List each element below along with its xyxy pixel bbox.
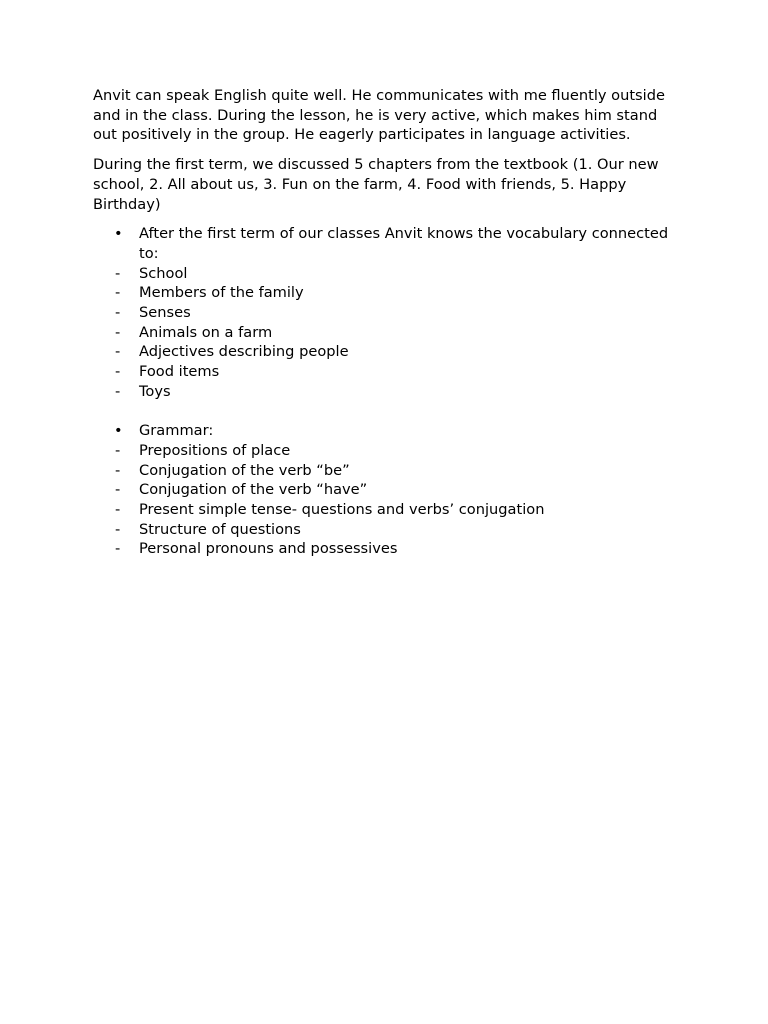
list-item [93,362,678,382]
dash-icon: - [115,501,121,519]
vocabulary-item: Toys [139,382,171,400]
vocabulary-item: School [139,264,188,282]
dash-icon: - [115,304,121,322]
vocabulary-section [93,224,678,401]
list-item [93,461,678,481]
dash-icon: - [115,284,121,302]
vocabulary-heading-row [93,224,678,263]
list-item [93,441,678,461]
dash-icon: - [115,441,121,459]
chapters-paragraph: During the first term, we discussed 5 chapters from the textbook (1. Our new school, 2. All about us, 3. Fun on the farm, 4. Food with friends, 5. Happy Birthday) [93,156,659,213]
list-item [93,323,678,343]
dash-icon: - [115,343,121,361]
grammar-item: Prepositions of place [139,441,291,459]
dash-icon: - [115,323,121,341]
dash-icon: - [115,520,121,538]
list-item [93,500,678,520]
grammar-item: Personal pronouns and possessives [139,540,398,558]
grammar-heading: Grammar: [139,422,214,440]
intro-paragraph: Anvit can speak English quite well. He communicates with me fluently outside and in the class. During the lesson, he is very active, which makes him stand out positively in the group. He eagerly participates in language activities. [93,87,665,144]
dash-icon: - [115,264,121,282]
dash-icon: - [115,540,121,558]
list-item [93,480,678,500]
vocabulary-heading: After the first term of our classes Anvit knows the vocabulary connected to: [139,225,669,262]
list-item [93,382,678,402]
vocabulary-item: Senses [139,304,191,322]
dash-icon: - [115,481,121,499]
list-item [93,342,678,362]
vocabulary-item: Animals on a farm [139,323,273,341]
grammar-item: Present simple tense- questions and verbs’ conjugation [139,501,545,519]
grammar-item: Conjugation of the verb “have” [139,481,368,499]
dash-icon: - [115,363,121,381]
list-item [93,303,678,323]
list-item [93,539,678,559]
list-item [93,264,678,284]
bullet-icon: • [114,422,123,440]
section-spacer [93,402,678,422]
grammar-item: Conjugation of the verb “be” [139,461,350,479]
bullet-icon: • [114,225,123,243]
dash-icon: - [115,382,121,400]
dash-icon: - [115,461,121,479]
document-body [93,86,678,559]
vocabulary-item: Food items [139,363,220,381]
vocabulary-item: Adjectives describing people [139,343,349,361]
vocabulary-item: Members of the family [139,284,304,302]
grammar-section [93,421,678,559]
grammar-heading-row [93,421,678,441]
grammar-item: Structure of questions [139,520,301,538]
list-item [93,283,678,303]
list-item [93,520,678,540]
